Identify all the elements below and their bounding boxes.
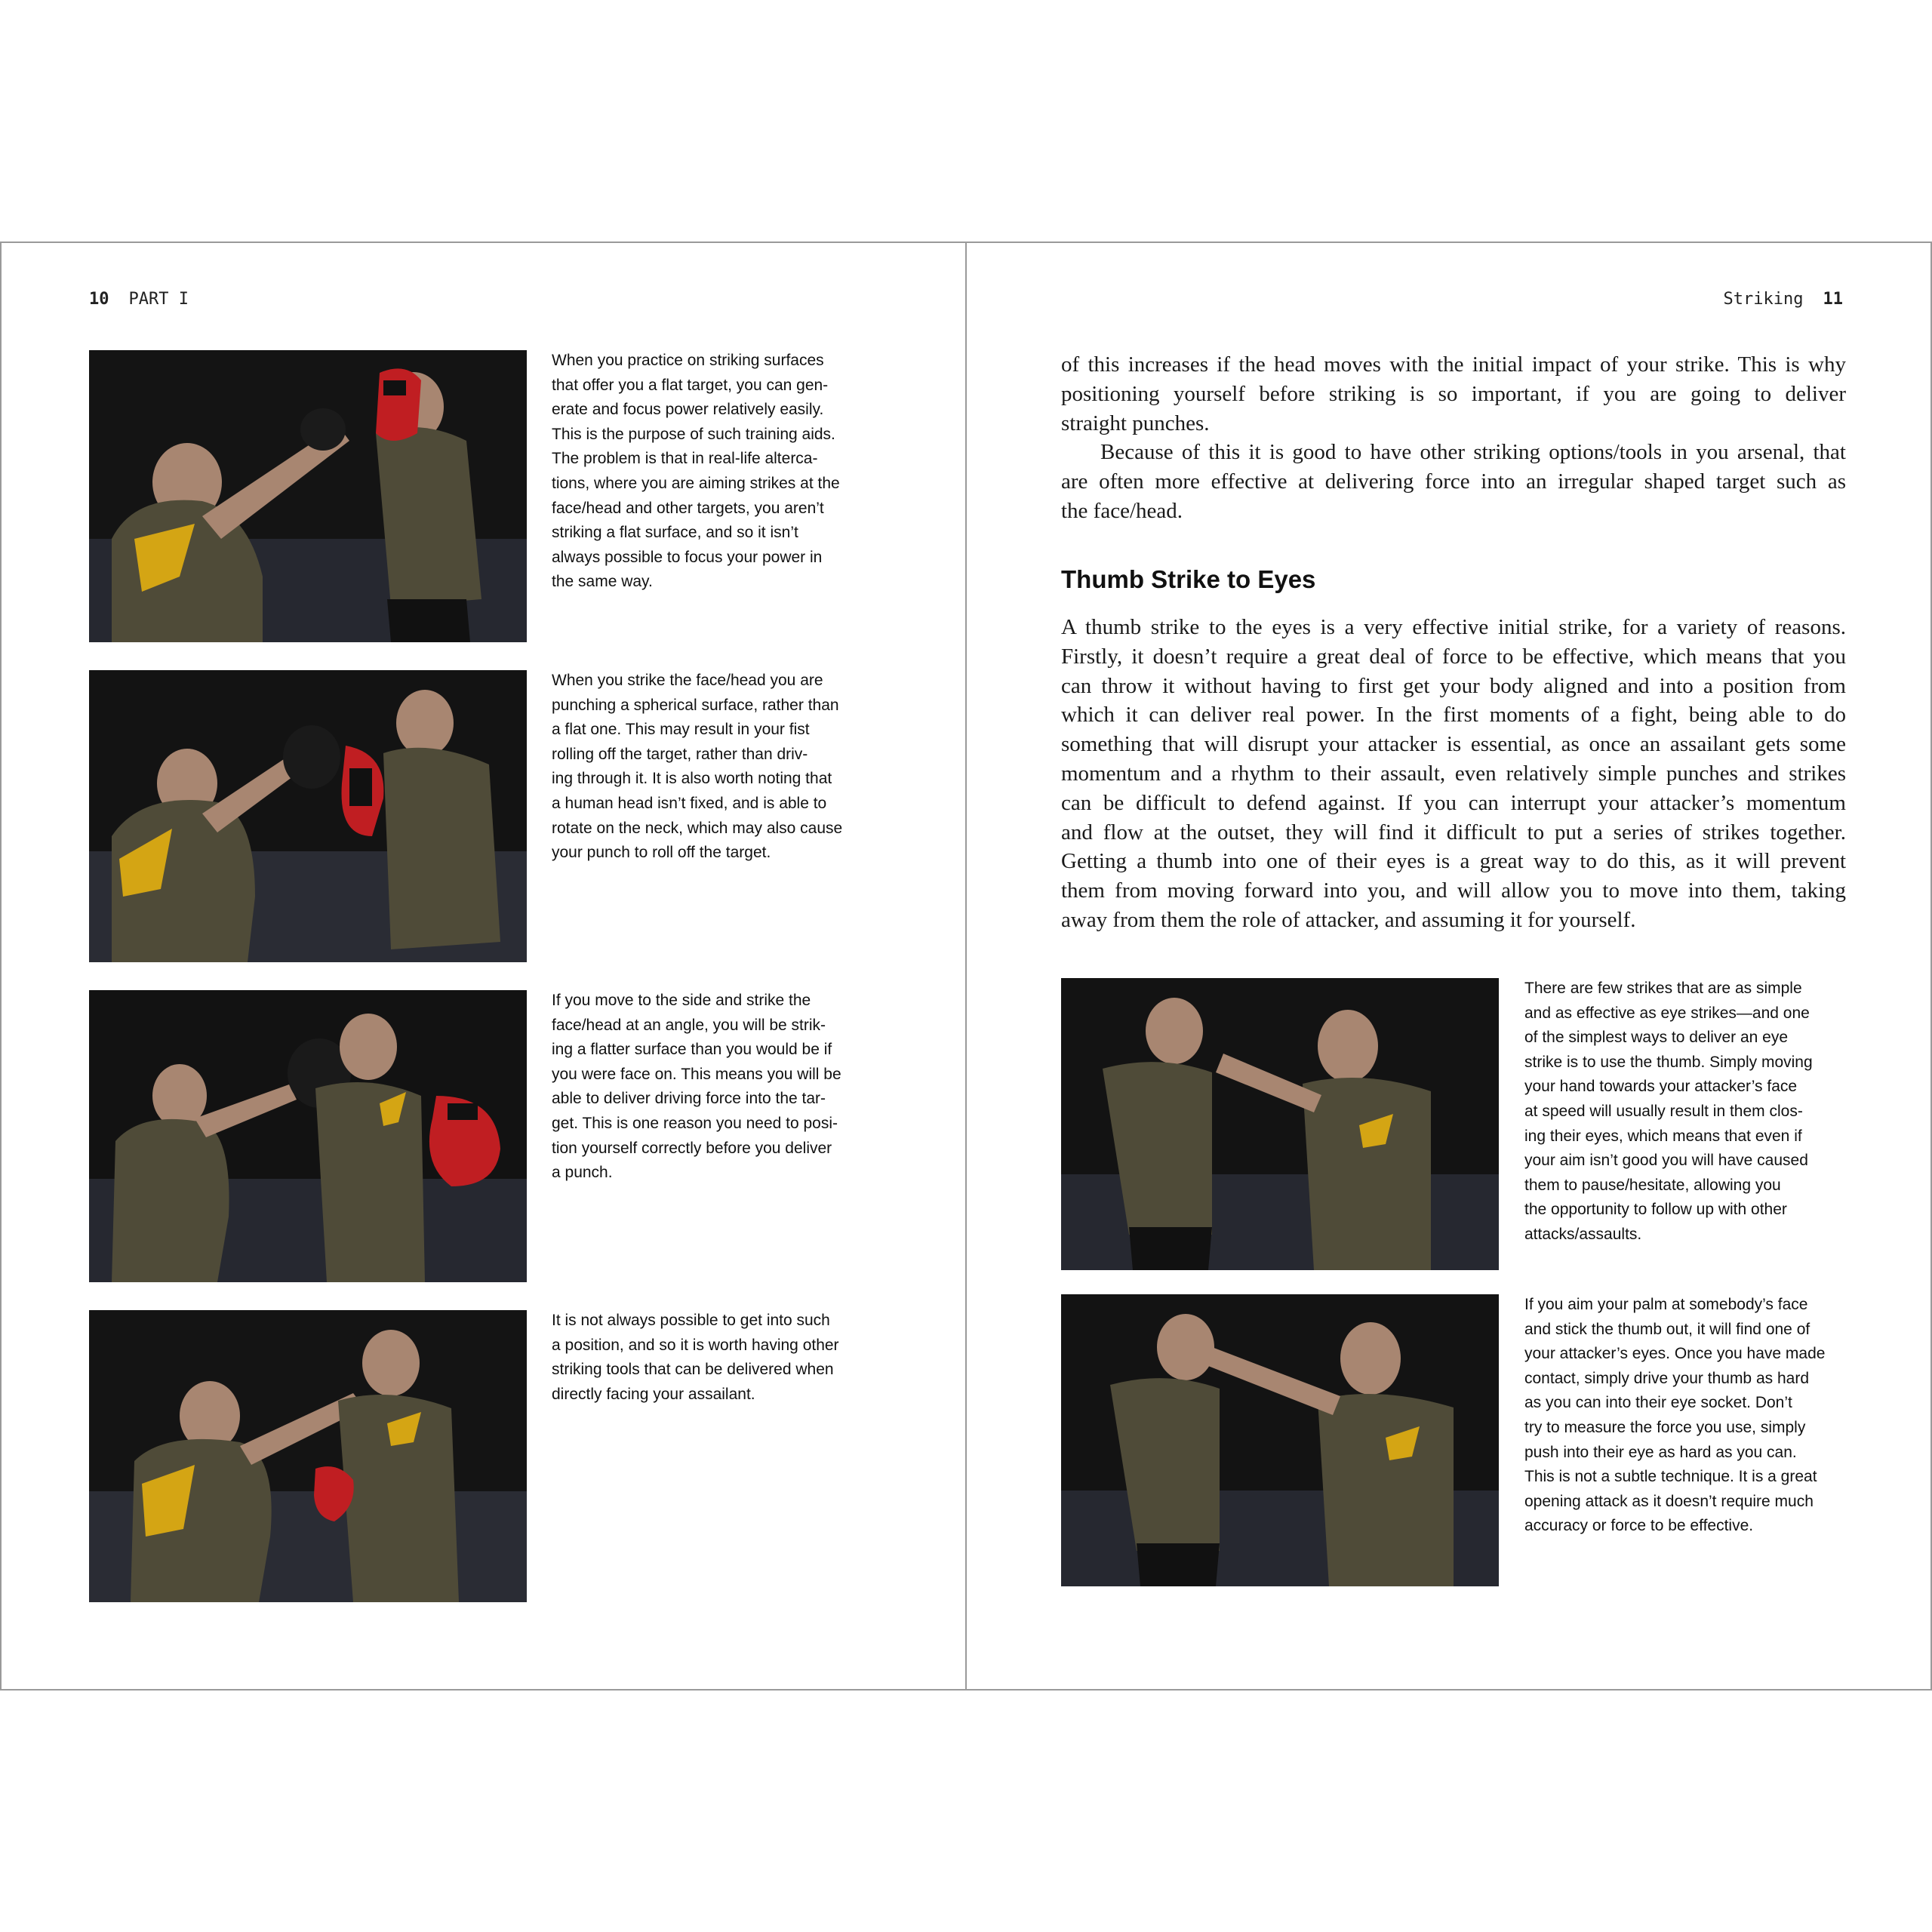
- caption-line: them to pause/hesitate, allowing you: [1524, 1176, 1781, 1194]
- caption-line: directly facing your assailant.: [552, 1385, 755, 1403]
- caption-line: strike is to use the thumb. Simply moving: [1524, 1053, 1813, 1071]
- caption-line: face/head at an angle, you will be strik-: [552, 1016, 826, 1034]
- caption-line: a human head isn’t fixed, and is able to: [552, 794, 827, 812]
- body-line: Getting a thumb into one of their eyes is a great way to do this, as it will prevent: [1061, 849, 1846, 874]
- body-line: away from them the role of attacker, and assuming it for yourself.: [1061, 907, 1636, 932]
- caption-line: and as effective as eye strikes—and one: [1524, 1004, 1810, 1022]
- caption-line: a punch.: [552, 1164, 613, 1182]
- book-spread: [0, 242, 1932, 1690]
- body-line: Because of this it is good to have other striking options/tools in you arsenal, that: [1100, 440, 1846, 464]
- photo-thumb-strike-contact: [1061, 1294, 1499, 1586]
- right-section-label: Striking: [1723, 290, 1804, 309]
- right-caption-1: [1524, 977, 1857, 1247]
- caption-line: tion yourself correctly before you deliver: [552, 1139, 832, 1157]
- body-line: momentum and a rhythm to their assault, even relatively simple punches and strikes: [1061, 761, 1846, 786]
- body-line: positioning yourself before striking is so important, if you are going to deliver: [1061, 381, 1846, 406]
- caption-line: This is not a subtle technique. It is a great: [1524, 1468, 1817, 1486]
- right-caption-2: [1524, 1293, 1857, 1539]
- caption-line: ing through it. It is also worth noting that: [552, 770, 832, 788]
- caption-line: erate and focus power relatively easily.: [552, 401, 824, 419]
- left-caption-1: [552, 349, 884, 595]
- caption-line: your attacker’s eyes. Once you have made: [1524, 1345, 1826, 1363]
- caption-line: that offer you a flat target, you can gen-: [552, 376, 829, 394]
- body-line: something that will disrupt your attacker is essential, as once an assailant gets some: [1061, 732, 1846, 757]
- caption-line: the same way.: [552, 573, 653, 591]
- caption-line: ing their eyes, which means that even if: [1524, 1127, 1802, 1145]
- caption-line: at speed will usually result in them clos-: [1524, 1102, 1803, 1120]
- left-page-number: 10: [89, 290, 109, 309]
- right-page-number: 11: [1823, 290, 1843, 309]
- right-running-head: [1724, 290, 1843, 309]
- caption-line: If you move to the side and strike the: [552, 992, 811, 1009]
- body-line: A thumb strike to the eyes is a very effective initial strike, for a variety of reasons.: [1061, 615, 1846, 639]
- caption-line: opening attack as it doesn’t require much: [1524, 1492, 1814, 1510]
- photo-spherical-target-punch: [89, 670, 527, 962]
- body-line: them from moving forward into you, and will allow you to move into them, taking: [1061, 878, 1846, 903]
- caption-line: face/head and other targets, you aren’t: [552, 499, 824, 517]
- body-line: and flow at the outset, they will find it difficult to put a series of strikes together.: [1061, 820, 1846, 844]
- caption-line: your hand towards your attacker’s face: [1524, 1078, 1798, 1096]
- caption-line: a flat one. This may result in your fist: [552, 721, 810, 739]
- body-line: can throw it without having to first get your body aligned and into a position from: [1061, 673, 1846, 698]
- left-page: [0, 242, 967, 1690]
- caption-line: and stick the thumb out, it will find one of: [1524, 1320, 1810, 1338]
- body-line: the face/head.: [1061, 498, 1183, 523]
- caption-line: When you practice on striking surfaces: [552, 352, 824, 369]
- caption-line: striking a flat surface, and so it isn’t: [552, 524, 798, 542]
- caption-line: get. This is one reason you need to posi-: [552, 1114, 838, 1132]
- caption-line: a position, and so it is worth having other: [552, 1336, 839, 1354]
- photo-flat-target-punch: [89, 350, 527, 642]
- caption-line: There are few strikes that are as simple: [1524, 980, 1802, 997]
- left-running-head: [89, 290, 189, 309]
- caption-line: punching a spherical surface, rather than: [552, 696, 839, 714]
- caption-line: as you can into their eye socket. Don’t: [1524, 1394, 1792, 1412]
- left-part-label: PART I: [128, 290, 189, 309]
- caption-line: ing a flatter surface than you would be if: [552, 1041, 832, 1059]
- body-line: straight punches.: [1061, 411, 1210, 435]
- caption-line: able to deliver driving force into the tar-: [552, 1090, 826, 1108]
- caption-line: This is the purpose of such training aids.: [552, 425, 835, 443]
- intro-paragraph-2: [1061, 438, 1846, 525]
- right-page: [965, 242, 1932, 1690]
- caption-line: rolling off the target, rather than driv-: [552, 745, 808, 763]
- caption-line: rotate on the neck, which may also cause: [552, 819, 843, 837]
- caption-line: It is not always possible to get into such: [552, 1312, 830, 1329]
- section-paragraph: [1061, 613, 1846, 935]
- photo-facing-assailant: [89, 1310, 527, 1602]
- caption-line: The problem is that in real-life alterca-: [552, 450, 818, 468]
- photo-thumb-strike-approach: [1061, 978, 1499, 1270]
- caption-line: accuracy or force to be effective.: [1524, 1517, 1754, 1535]
- body-line: can be difficult to defend against. If you can interrupt your attacker’s momentum: [1061, 790, 1846, 815]
- caption-line: If you aim your palm at somebody’s face: [1524, 1296, 1808, 1313]
- body-line: are often more effective at delivering force into an irregular shaped target such as: [1061, 469, 1846, 494]
- caption-line: try to measure the force you use, simply: [1524, 1418, 1806, 1436]
- intro-paragraph-1: [1061, 350, 1846, 438]
- caption-line: tions, where you are aiming strikes at the: [552, 474, 840, 492]
- caption-line: always possible to focus your power in: [552, 548, 823, 566]
- left-caption-4: [552, 1309, 884, 1407]
- body-line: which it can deliver real power. In the first moments of a fight, being able to do: [1061, 703, 1846, 728]
- left-caption-3: [552, 989, 884, 1186]
- caption-line: your aim isn’t good you will have caused: [1524, 1152, 1808, 1170]
- caption-line: striking tools that can be delivered when: [552, 1361, 834, 1379]
- body-line: of this increases if the head moves with the initial impact of your strike. This is why: [1061, 352, 1846, 377]
- photo-angled-strike: [89, 990, 527, 1282]
- caption-line: When you strike the face/head you are: [552, 672, 823, 689]
- caption-line: push into their eye as hard as you can.: [1524, 1443, 1797, 1461]
- body-line: Firstly, it doesn’t require a great deal of force to be effective, which means that you: [1061, 644, 1846, 669]
- caption-line: of the simplest ways to deliver an eye: [1524, 1029, 1789, 1047]
- caption-line: contact, simply drive your thumb as hard: [1524, 1369, 1809, 1387]
- caption-line: your punch to roll off the target.: [552, 844, 771, 862]
- left-caption-2: [552, 669, 884, 866]
- caption-line: you were face on. This means you will be: [552, 1065, 841, 1083]
- section-heading: Thumb Strike to Eyes: [1061, 565, 1316, 593]
- caption-line: the opportunity to follow up with other: [1524, 1201, 1787, 1219]
- caption-line: attacks/assaults.: [1524, 1225, 1642, 1243]
